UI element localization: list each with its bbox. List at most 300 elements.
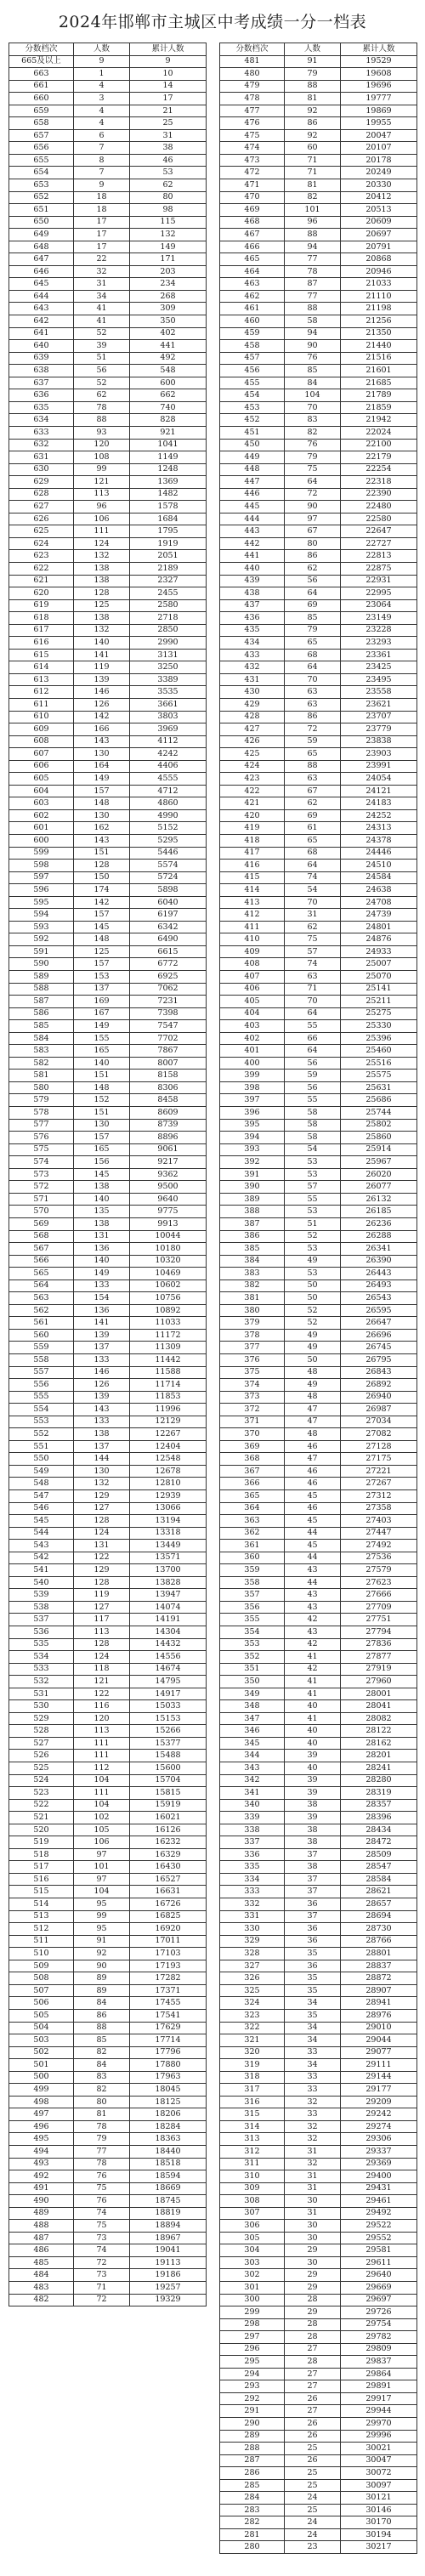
cell-cumulative: 13318 (130, 1527, 207, 1540)
cell-count: 149 (74, 1020, 130, 1033)
table-row (9, 414, 207, 427)
table-row (9, 1540, 207, 1552)
table-row (9, 1428, 207, 1441)
table-row (220, 2528, 417, 2541)
cell-score: 569 (9, 1217, 74, 1230)
cell-score: 523 (9, 1787, 74, 1800)
cell-cumulative: 548 (130, 365, 207, 377)
cell-cumulative: 17455 (130, 1997, 207, 2010)
cell-count: 70 (285, 996, 341, 1008)
cell-cumulative: 600 (130, 377, 207, 389)
cell-score: 444 (220, 513, 285, 525)
cell-score: 488 (9, 2220, 74, 2233)
cell-score: 566 (9, 1255, 74, 1268)
cell-count: 174 (74, 884, 130, 897)
cell-count: 36 (285, 1935, 341, 1948)
cell-count: 29 (285, 2281, 341, 2294)
cell-cumulative: 22931 (341, 575, 417, 587)
cell-count: 164 (74, 760, 130, 773)
cell-count: 7 (74, 142, 130, 155)
table-row (220, 1119, 417, 1132)
cell-score: 564 (9, 1279, 74, 1292)
cell-score: 548 (9, 1478, 74, 1490)
cell-score: 543 (9, 1540, 74, 1552)
cell-count: 127 (74, 1601, 130, 1614)
table-row (220, 1007, 417, 1020)
cell-count: 68 (285, 847, 341, 860)
cell-count: 40 (285, 1725, 341, 1738)
table-row (9, 1997, 207, 2010)
cell-count: 33 (285, 2084, 341, 2097)
cell-count: 72 (74, 2294, 130, 2306)
table-row (9, 1032, 207, 1045)
cell-cumulative: 2189 (130, 562, 207, 575)
cell-cumulative: 14432 (130, 1638, 207, 1651)
cell-cumulative: 492 (130, 352, 207, 365)
cell-cumulative: 28001 (341, 1688, 417, 1700)
table-row (9, 278, 207, 291)
cell-cumulative: 18440 (130, 2145, 207, 2158)
cell-cumulative: 7547 (130, 1020, 207, 1033)
cell-count: 43 (285, 1601, 341, 1614)
cell-count: 94 (285, 327, 341, 340)
cell-cumulative: 23707 (341, 711, 417, 723)
cell-score: 313 (220, 2133, 285, 2146)
cell-count: 148 (74, 933, 130, 946)
cell-count: 126 (74, 1379, 130, 1392)
cell-cumulative: 18284 (130, 2120, 207, 2133)
cell-count: 138 (74, 562, 130, 575)
cell-score: 568 (9, 1230, 74, 1243)
cell-count: 132 (74, 624, 130, 637)
cell-cumulative: 29864 (341, 2368, 417, 2380)
cell-cumulative: 22390 (341, 488, 417, 501)
cell-score: 486 (9, 2244, 74, 2257)
table-row (9, 587, 207, 600)
cell-cumulative: 28730 (341, 1923, 417, 1936)
table-row (9, 451, 207, 464)
cell-cumulative: 28941 (341, 1997, 417, 2010)
cell-cumulative: 2580 (130, 599, 207, 612)
cell-cumulative: 18819 (130, 2207, 207, 2220)
cell-cumulative: 29461 (341, 2195, 417, 2208)
cell-cumulative: 17880 (130, 2059, 207, 2072)
table-row (9, 1848, 207, 1861)
cell-count: 88 (285, 760, 341, 773)
cell-cumulative: 28201 (341, 1750, 417, 1762)
cell-score: 647 (9, 253, 74, 266)
cell-cumulative: 30047 (341, 2454, 417, 2467)
cell-count: 71 (285, 154, 341, 167)
cell-score: 391 (220, 1168, 285, 1181)
cell-count: 111 (74, 525, 130, 538)
cell-cumulative: 29400 (341, 2170, 417, 2183)
cell-cumulative: 29891 (341, 2380, 417, 2393)
cell-score: 491 (9, 2182, 74, 2195)
cell-score: 539 (9, 1589, 74, 1602)
table-row (220, 1440, 417, 1453)
cell-count: 81 (285, 179, 341, 192)
cell-count: 146 (74, 1366, 130, 1379)
cell-count: 142 (74, 711, 130, 723)
cell-cumulative: 23903 (341, 748, 417, 761)
cell-score: 531 (9, 1688, 74, 1700)
cell-score: 347 (220, 1712, 285, 1725)
table-row (220, 1576, 417, 1589)
cell-score: 591 (9, 945, 74, 958)
cell-count: 66 (285, 1032, 341, 1045)
cell-score: 621 (9, 575, 74, 587)
cell-score: 494 (9, 2145, 74, 2158)
cell-cumulative: 29611 (341, 2256, 417, 2269)
table-row (9, 513, 207, 525)
cell-score: 325 (220, 1984, 285, 1997)
table-row (220, 537, 417, 550)
cell-score: 341 (220, 1787, 285, 1800)
cell-score: 294 (220, 2368, 285, 2380)
cell-score: 338 (220, 1824, 285, 1836)
cell-cumulative: 18669 (130, 2182, 207, 2195)
cell-count: 45 (285, 1515, 341, 1528)
cell-cumulative: 3803 (130, 711, 207, 723)
cell-count: 31 (285, 2182, 341, 2195)
table-row (220, 649, 417, 661)
cell-cumulative: 21033 (341, 278, 417, 291)
cell-count: 28 (285, 2356, 341, 2369)
cell-count: 64 (285, 1007, 341, 1020)
cell-count: 29 (285, 2244, 341, 2257)
cell-count: 54 (285, 1143, 341, 1156)
cell-score: 616 (9, 637, 74, 650)
cell-count: 41 (285, 1688, 341, 1700)
table-row (220, 1329, 417, 1342)
table-row (220, 2443, 417, 2455)
table-row (220, 723, 417, 736)
cell-cumulative: 28621 (341, 1886, 417, 1898)
table-row (220, 1663, 417, 1676)
cell-count: 88 (285, 229, 341, 241)
cell-score: 545 (9, 1515, 74, 1528)
cell-score: 573 (9, 1168, 74, 1181)
cell-score: 295 (220, 2356, 285, 2369)
table-row (9, 1712, 207, 1725)
cell-cumulative: 24313 (341, 822, 417, 835)
cell-count: 39 (285, 1774, 341, 1787)
cell-cumulative: 30146 (341, 2504, 417, 2516)
table-row (220, 1070, 417, 1082)
table-row (9, 1279, 207, 1292)
table-row (9, 983, 207, 996)
cell-cumulative: 10756 (130, 1292, 207, 1305)
cell-count: 34 (285, 2034, 341, 2047)
table-row (220, 365, 417, 377)
table-row (9, 1960, 207, 1972)
cell-score: 393 (220, 1143, 285, 1156)
cell-score: 585 (9, 1020, 74, 1033)
cell-score: 401 (220, 1045, 285, 1058)
cell-cumulative: 5574 (130, 860, 207, 872)
cell-count: 40 (285, 1737, 341, 1750)
cell-count: 6 (74, 129, 130, 142)
cell-cumulative: 27358 (341, 1502, 417, 1515)
cell-count: 157 (74, 909, 130, 922)
cell-count: 122 (74, 1688, 130, 1700)
cell-cumulative: 17011 (130, 1935, 207, 1948)
cell-score: 477 (220, 105, 285, 117)
cell-score: 537 (9, 1614, 74, 1626)
table-row (220, 327, 417, 340)
cell-cumulative: 3969 (130, 723, 207, 736)
table-row (220, 2269, 417, 2282)
cell-score: 640 (9, 340, 74, 353)
table-row (220, 2479, 417, 2492)
cell-score: 311 (220, 2158, 285, 2170)
cell-count: 69 (285, 599, 341, 612)
table-row (9, 1552, 207, 1564)
cell-cumulative: 1369 (130, 476, 207, 489)
table-row (9, 1070, 207, 1082)
cell-score: 418 (220, 835, 285, 848)
cell-count: 73 (74, 2232, 130, 2244)
cell-score: 447 (220, 476, 285, 489)
cell-cumulative: 26795 (341, 1353, 417, 1366)
cell-cumulative: 28041 (341, 1700, 417, 1713)
cell-count: 38 (285, 1836, 341, 1849)
cell-score: 606 (9, 760, 74, 773)
cell-score: 361 (220, 1540, 285, 1552)
cell-score: 596 (9, 884, 74, 897)
cell-cumulative: 20412 (341, 191, 417, 204)
table-row (220, 105, 417, 117)
cell-cumulative: 9217 (130, 1156, 207, 1169)
cell-cumulative: 21110 (341, 290, 417, 303)
cell-count: 55 (285, 1020, 341, 1033)
cell-cumulative: 26892 (341, 1379, 417, 1392)
table-row (220, 1774, 417, 1787)
cell-cumulative: 3535 (130, 686, 207, 699)
cell-score: 411 (220, 921, 285, 933)
table-row (9, 1268, 207, 1280)
table-row (9, 1861, 207, 1874)
table-row (9, 1317, 207, 1330)
table-row (220, 2294, 417, 2306)
table-row (220, 686, 417, 699)
table-row (220, 1366, 417, 1379)
cell-cumulative: 17796 (130, 2046, 207, 2059)
cell-cumulative: 921 (130, 426, 207, 439)
cell-count: 84 (285, 377, 341, 389)
cell-cumulative: 12404 (130, 1440, 207, 1453)
cell-count: 37 (285, 1873, 341, 1886)
cell-cumulative: 26341 (341, 1243, 417, 1256)
table-row (9, 55, 207, 68)
table-row (220, 501, 417, 513)
cell-cumulative: 30121 (341, 2492, 417, 2505)
table-row (9, 2294, 207, 2306)
cell-score: 334 (220, 1873, 285, 1886)
cell-count: 133 (74, 1416, 130, 1428)
cell-count: 47 (285, 1404, 341, 1416)
cell-count: 32 (285, 2096, 341, 2108)
cell-cumulative: 29522 (341, 2220, 417, 2233)
cell-count: 58 (285, 315, 341, 328)
cell-score: 574 (9, 1156, 74, 1169)
cell-count: 30 (285, 2195, 341, 2208)
cell-cumulative: 28509 (341, 1848, 417, 1861)
cell-count: 41 (285, 1651, 341, 1664)
table-row (9, 599, 207, 612)
table-row (9, 1948, 207, 1960)
cell-cumulative: 23558 (341, 686, 417, 699)
cell-score: 458 (220, 340, 285, 353)
cell-count: 138 (74, 575, 130, 587)
cell-cumulative: 7062 (130, 983, 207, 996)
cell-score: 351 (220, 1663, 285, 1676)
cell-score: 490 (9, 2195, 74, 2208)
cell-count: 81 (285, 93, 341, 105)
cell-count: 44 (285, 1552, 341, 1564)
cell-score: 644 (9, 290, 74, 303)
cell-cumulative: 2990 (130, 637, 207, 650)
table-row (220, 1156, 417, 1169)
table-row (9, 1774, 207, 1787)
cell-score: 583 (9, 1045, 74, 1058)
cell-count: 46 (285, 1502, 341, 1515)
cell-score: 326 (220, 1972, 285, 1985)
cell-count: 151 (74, 847, 130, 860)
cell-count: 96 (285, 216, 341, 229)
cell-score: 615 (9, 649, 74, 661)
cell-score: 528 (9, 1725, 74, 1738)
cell-score: 521 (9, 1812, 74, 1824)
cell-count: 113 (74, 1725, 130, 1738)
cell-score: 307 (220, 2207, 285, 2220)
cell-score: 372 (220, 1404, 285, 1416)
cell-cumulative: 27312 (341, 1489, 417, 1502)
table-row (220, 2195, 417, 2208)
cell-cumulative: 24378 (341, 835, 417, 848)
cell-score: 419 (220, 822, 285, 835)
cell-cumulative: 29996 (341, 2430, 417, 2443)
cell-score: 400 (220, 1057, 285, 1070)
table-row (9, 1465, 207, 1478)
cell-cumulative: 4406 (130, 760, 207, 773)
cell-score: 449 (220, 451, 285, 464)
cell-cumulative: 16329 (130, 1848, 207, 1861)
cell-score: 350 (220, 1676, 285, 1688)
cell-score: 446 (220, 488, 285, 501)
cell-count: 37 (285, 1848, 341, 1861)
cell-count: 132 (74, 550, 130, 563)
cell-count: 52 (74, 327, 130, 340)
table-row (220, 1886, 417, 1898)
cell-count: 145 (74, 1168, 130, 1181)
table-row (220, 909, 417, 922)
cell-score: 479 (220, 80, 285, 93)
cell-score: 609 (9, 723, 74, 736)
cell-cumulative: 80 (130, 191, 207, 204)
cell-count: 72 (285, 488, 341, 501)
table-row (9, 735, 207, 748)
cell-cumulative: 17103 (130, 1948, 207, 1960)
cell-cumulative: 22024 (341, 426, 417, 439)
cell-score: 590 (9, 958, 74, 971)
cell-count: 154 (74, 1292, 130, 1305)
table-row (9, 958, 207, 971)
cell-count: 79 (74, 2133, 130, 2146)
cell-cumulative: 26443 (341, 1268, 417, 1280)
table-row (220, 1848, 417, 1861)
table-row (220, 1787, 417, 1800)
table-row (220, 1020, 417, 1033)
cell-cumulative: 28241 (341, 1762, 417, 1775)
table-row (220, 377, 417, 389)
cell-score: 330 (220, 1923, 285, 1936)
table-row (220, 1465, 417, 1478)
table-row (9, 129, 207, 142)
table-row (220, 2022, 417, 2034)
cell-score: 375 (220, 1366, 285, 1379)
cell-cumulative: 29337 (341, 2145, 417, 2158)
cell-count: 85 (285, 365, 341, 377)
cell-cumulative: 38 (130, 142, 207, 155)
cell-cumulative: 16920 (130, 1923, 207, 1936)
table-row (220, 80, 417, 93)
cell-score: 560 (9, 1329, 74, 1342)
table-row (220, 253, 417, 266)
cell-cumulative: 1149 (130, 451, 207, 464)
cell-count: 39 (285, 1787, 341, 1800)
table-row (9, 2071, 207, 2084)
cell-cumulative: 19955 (341, 117, 417, 130)
cell-score: 370 (220, 1428, 285, 1441)
table-row (9, 1230, 207, 1243)
cell-score: 424 (220, 760, 285, 773)
cell-count: 104 (74, 1774, 130, 1787)
cell-score: 495 (9, 2133, 74, 2146)
cell-cumulative: 27536 (341, 1552, 417, 1564)
cell-cumulative: 28584 (341, 1873, 417, 1886)
cell-cumulative: 27267 (341, 1478, 417, 1490)
cell-score: 533 (9, 1663, 74, 1676)
table-row (9, 711, 207, 723)
cell-cumulative: 16021 (130, 1812, 207, 1824)
cell-count: 157 (74, 785, 130, 797)
table-row (9, 1094, 207, 1107)
cell-cumulative: 20946 (341, 265, 417, 278)
table-row (9, 463, 207, 476)
cell-cumulative: 8458 (130, 1094, 207, 1107)
table-row (9, 550, 207, 563)
cell-count: 49 (285, 1342, 341, 1354)
table-row (9, 401, 207, 414)
cell-score: 438 (220, 587, 285, 600)
cell-count: 95 (74, 1923, 130, 1936)
cell-cumulative: 19696 (341, 80, 417, 93)
cell-cumulative: 18594 (130, 2170, 207, 2183)
cell-count: 89 (74, 1972, 130, 1985)
cell-cumulative: 22580 (341, 513, 417, 525)
cell-score: 627 (9, 501, 74, 513)
table-row (9, 1799, 207, 1812)
cell-count: 139 (74, 1329, 130, 1342)
cell-count: 80 (285, 537, 341, 550)
cell-cumulative: 17193 (130, 1960, 207, 1972)
cell-count: 58 (285, 1107, 341, 1120)
cell-cumulative: 20697 (341, 229, 417, 241)
cell-cumulative: 234 (130, 278, 207, 291)
cell-count: 44 (285, 1527, 341, 1540)
